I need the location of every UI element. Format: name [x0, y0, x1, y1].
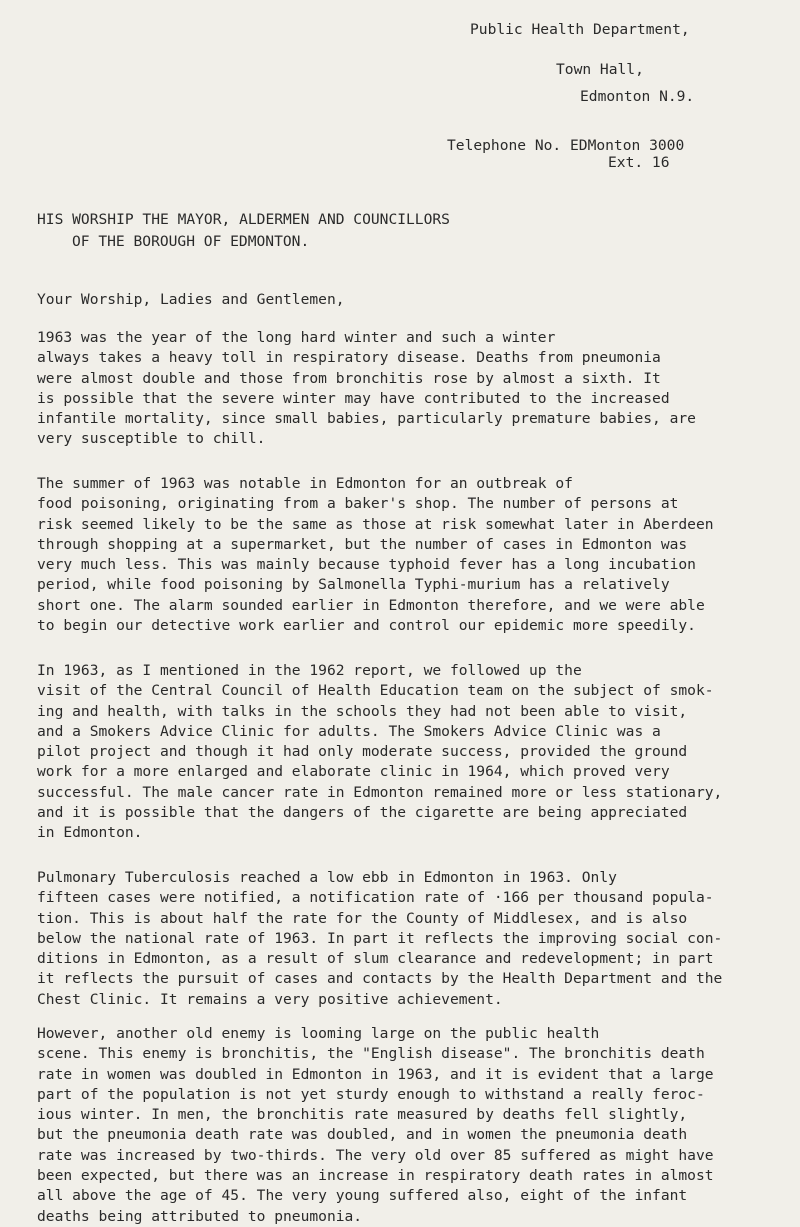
town-address: Edmonton N.9.	[580, 88, 695, 105]
paragraph-food-poisoning: The summer of 1963 was notable in Edmonton for an outbreak of food poisoning, originating from a baker's shop. The number of persons at risk seemed likely to be the same as those at risk somewhat later in Aberdeen through shopping at a supermarket, but the number of cases in Edmonton was very much less. This was mainly because typhoid fever has a long incubation period, while food poisoning by Salmonella Typhi-murium has a relatively short one. The alarm sounded earlier in Edmonton therefore, and we were able to begin our detective work earlier and control our epidemic more speedily.	[37, 475, 714, 635]
addressee-line-2: OF THE BOROUGH OF EDMONTON.	[72, 233, 310, 250]
telephone-number: Telephone No. EDMonton 3000	[447, 137, 685, 154]
paragraph-smoking: In 1963, as I mentioned in the 1962 report, we followed up the visit of the Central Council of Health Education team on the subject of smok- ing and health, with talks in the schools they had not been able to visit, and a Smokers Advice Clinic for adults. The Smokers Advice Clinic was a pilot project and though it had only moderate success, provided the ground work for a more enlarged and elaborate clinic in 1964, which proved very successful. The male cancer rate in Edmonton remained more or less stationary, and it is possible that the dangers of the cigarette are being appreciated in Edmonton.	[37, 662, 723, 842]
telephone-extension: Ext. 16	[608, 154, 670, 171]
paragraph-tuberculosis: Pulmonary Tuberculosis reached a low ebb in Edmonton in 1963. Only fifteen cases were notified, a notification rate of ·166 per thousand popula- tion. This is about half the rate for the County of Middlesex, and is also below the national rate of 1963. In part it reflects the improving social con- ditions in Edmonton, as a result of slum clearance and redevelopment; in part it reflects the pursuit of cases and contacts by the Health Department and the Chest Clinic. It remains a very positive achievement.	[37, 869, 723, 1008]
paragraph-bronchitis: However, another old enemy is looming large on the public health scene. This enemy is bronchitis, the "English disease". The bronchitis death rate in women was doubled in Edmonton in 1963, and it is evident that a large part of the population is not yet sturdy enough to withstand a really feroc- ious winter. In men, the bronchitis rate measured by deaths fell slightly, but the pneumonia death rate was doubled, and in women the pneumonia death rate was increased by two-thirds. The very old over 85 suffered as might have been expected, but there was an increase in respiratory death rates in almost all above the age of 45. The very young suffered also, eight of the infant deaths being attributed to pneumonia.	[37, 1025, 714, 1225]
department-name: Public Health Department,	[470, 21, 690, 38]
building-name: Town Hall,	[556, 61, 644, 78]
salutation: Your Worship, Ladies and Gentlemen,	[37, 291, 345, 308]
addressee-line-1: HIS WORSHIP THE MAYOR, ALDERMEN AND COUNCILLORS	[37, 211, 450, 228]
paragraph-winter: 1963 was the year of the long hard winter and such a winter always takes a heavy toll in respiratory disease. Deaths from pneumonia were almost double and those from bronchitis rose by almost a sixth. It is possible that the severe winter may have contributed to the increased infantile mortality, since small babies, particularly premature babies, are very susceptible to chill.	[37, 329, 696, 448]
